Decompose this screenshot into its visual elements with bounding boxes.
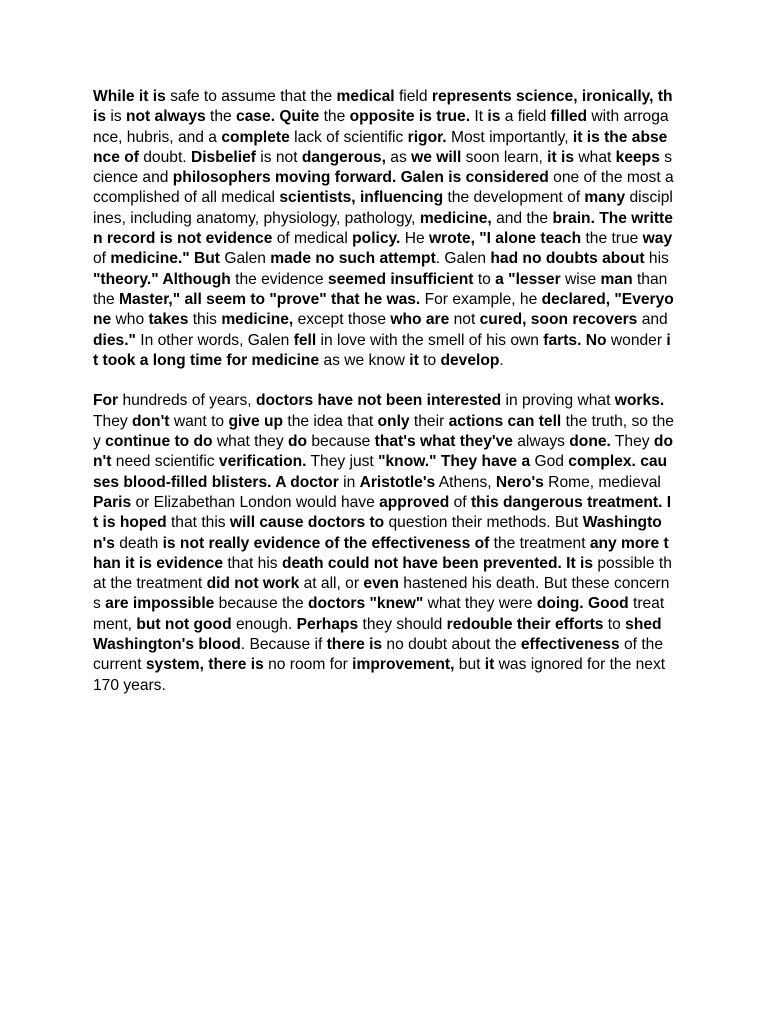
bold-text-run: "theory." Although [93, 270, 231, 288]
text-run: death [114, 534, 163, 552]
bold-text-run: done. [569, 433, 611, 451]
text-run: Galen [219, 250, 271, 268]
text-run: but [454, 656, 485, 674]
bold-text-run: policy. [352, 230, 401, 248]
text-run: always [512, 433, 570, 451]
bold-text-run: any more than it is evidence [93, 534, 669, 572]
bold-text-run: not always [125, 108, 206, 126]
text-run: want to [169, 412, 229, 430]
text-run: soon learn, [461, 148, 548, 166]
bold-text-run: doing. Good [536, 595, 629, 613]
bold-text-run: don't [93, 433, 673, 471]
bold-text-run: do [287, 433, 308, 451]
text-run: no doubt about the [382, 636, 521, 654]
text-run: their [409, 412, 449, 430]
bold-text-run: Paris [93, 493, 132, 511]
bold-text-run: "know." They have a [378, 453, 531, 471]
text-run: the true [581, 230, 643, 248]
text-run: who [111, 311, 149, 329]
text-run: Rome, medieval [543, 473, 661, 491]
bold-text-run: improvement, [352, 656, 455, 674]
text-run: Most importantly, [446, 128, 573, 146]
bold-text-run: had no doubts about [490, 250, 645, 268]
bold-text-run: effectiveness [520, 636, 620, 654]
bold-text-run: that's what they've [374, 433, 513, 451]
bold-text-run: declared, "Everyone [93, 290, 674, 329]
bold-text-run: wrote, "I alone teach [429, 230, 582, 248]
text-run: possible that the treatment [93, 554, 672, 593]
bold-text-run: doctors have not been interested [255, 392, 502, 410]
text-run: safe to assume that the [165, 88, 337, 105]
text-run: at all, or [299, 575, 364, 593]
bold-text-run: but not good [136, 615, 232, 633]
text-run: no room for [263, 656, 353, 674]
text-run: disciplines, including anatomy, physiology, pathology, [93, 189, 673, 227]
bold-text-run: takes [148, 311, 189, 329]
text-run: the [205, 108, 237, 126]
text-run: and the [491, 209, 553, 227]
text-run: hundreds of years, [118, 392, 256, 410]
bold-text-run: redouble their efforts [446, 615, 604, 633]
text-run: field [394, 88, 432, 105]
bold-text-run: scientists, influencing [279, 189, 444, 207]
paragraph-2 [93, 391, 675, 695]
paragraph-1 [93, 87, 675, 371]
bold-text-run: dangerous, [301, 148, 386, 166]
text-run: what they were [423, 595, 537, 613]
bold-text-run: Aristotle's [359, 473, 436, 491]
bold-text-run: continue to do [105, 433, 213, 451]
bold-text-run: rigor. [407, 128, 447, 146]
text-run: a field [500, 108, 551, 126]
bold-text-run: give up [228, 412, 284, 430]
text-run: that this [166, 514, 230, 532]
text-run: . Because if [240, 636, 327, 654]
text-run: in proving what [501, 392, 615, 410]
bold-text-run: develop [440, 351, 500, 369]
bold-text-run: system, there is [145, 656, 264, 674]
text-run: to [418, 351, 441, 369]
bold-text-run: shed Washington's blood [93, 615, 662, 654]
bold-text-run: it [484, 656, 495, 674]
bold-text-run: case. Quite [236, 108, 320, 126]
bold-text-run: it [409, 351, 419, 369]
bold-text-run: cured, soon recovers [479, 311, 638, 329]
bold-text-run: many [584, 189, 626, 207]
text-run: doubt. [138, 148, 191, 166]
text-run: what [574, 148, 616, 166]
text-run: and [637, 311, 668, 329]
text-run: except those [293, 311, 391, 329]
text-run: the development of [443, 189, 585, 207]
bold-text-run: works. [614, 392, 665, 410]
text-run: as [385, 148, 412, 166]
text-run: enough. [231, 615, 297, 633]
bold-text-run: doctors "knew" [307, 595, 424, 613]
text-run: question their methods. But [384, 514, 583, 532]
bold-text-run: death could not have been prevented. It is [281, 554, 594, 572]
text-run: than the [93, 270, 668, 308]
text-run: science and [93, 148, 673, 187]
bold-text-run: filled [550, 108, 588, 126]
text-run: the [319, 108, 350, 126]
bold-text-run: For [93, 392, 119, 410]
text-run: wise [560, 270, 601, 288]
bold-text-run: opposite is true. [349, 108, 471, 126]
text-run: Athens, [435, 473, 496, 491]
bold-text-run: don't [132, 412, 170, 430]
bold-text-run: Washington's [93, 514, 662, 552]
bold-text-run: it took a long time for medicine [93, 331, 671, 369]
text-run: They just [306, 453, 379, 471]
bold-text-run: who are [390, 311, 450, 329]
bold-text-run: it is [547, 148, 575, 166]
bold-text-run: While it is [93, 88, 166, 105]
bold-text-run: approved [379, 493, 450, 511]
text-run: one of the most accomplished of all medical [93, 169, 674, 207]
text-run: that his [223, 554, 282, 572]
bold-text-run: brain. The written record is not evidence [93, 209, 673, 248]
bold-text-run: medicine, [221, 311, 294, 329]
text-run: to [473, 270, 496, 288]
text-run: they should [358, 615, 447, 633]
bold-text-run: is not really evidence of the effectiveness of [162, 534, 490, 552]
text-run: For example, he [420, 290, 542, 308]
text-run: hastened his death. But these concerns [93, 575, 670, 613]
bold-text-run: dies." [93, 331, 136, 349]
text-run: of [93, 250, 111, 268]
bold-text-run: it is the absence of [93, 128, 668, 166]
bold-text-run: medicine, [419, 209, 492, 227]
bold-text-run: this dangerous treatment. It is hoped [93, 493, 672, 532]
text-run: It [470, 108, 488, 126]
text-run: or Elizabethan London would have [131, 493, 380, 511]
text-run: not [449, 311, 480, 329]
bold-text-run: farts. No [543, 331, 607, 349]
text-run: this [188, 311, 222, 329]
text-run: need scientific [111, 453, 219, 471]
bold-text-run: did not work [206, 575, 300, 593]
text-run: lack of scientific [289, 128, 408, 146]
text-run: . [499, 351, 504, 369]
bold-text-run: is [487, 108, 501, 126]
bold-text-run: keeps [615, 148, 660, 166]
text-run: is not [255, 148, 302, 166]
bold-text-run: actions can tell [448, 412, 562, 430]
bold-text-run: man [600, 270, 633, 288]
text-run: wonder [606, 331, 667, 349]
bold-text-run: only [377, 412, 410, 430]
text-run: They [610, 433, 654, 451]
bold-text-run: made no such attempt [270, 250, 436, 268]
bold-text-run: Disbelief [190, 148, 256, 166]
bold-text-run: way [642, 230, 673, 248]
text-run: . Galen [435, 250, 491, 268]
bold-text-run: Master," all seem to "prove" that he was. [119, 290, 421, 308]
text-run: is [106, 108, 126, 126]
bold-text-run: philosophers moving forward. Galen is considered [172, 169, 549, 187]
text-run: was ignored for the next 170 years. [93, 656, 666, 694]
text-run: to [603, 615, 626, 633]
bold-text-run: are impossible [105, 595, 215, 613]
text-run: because the [214, 595, 308, 613]
text-run: In other words, Galen [135, 331, 294, 349]
text-run: of the current [93, 636, 664, 674]
text-run: as we know [319, 351, 410, 369]
text-run: the treatment [489, 534, 590, 552]
text-run: the evidence [230, 270, 328, 288]
bold-text-run: even [363, 575, 399, 593]
bold-text-run: a "lesser [495, 270, 561, 288]
bold-text-run: seemed insufficient [327, 270, 474, 288]
text-run: They [93, 412, 132, 430]
text-run: of [449, 493, 471, 511]
text-run: in [338, 473, 360, 491]
bold-text-run: medical [336, 88, 395, 105]
text-run: of medical [272, 230, 353, 248]
bold-text-run: verification. [218, 453, 307, 471]
bold-text-run: Nero's [495, 473, 544, 491]
text-run: because [307, 433, 375, 451]
text-run: his [644, 250, 669, 268]
bold-text-run: Perhaps [296, 615, 359, 633]
text-run: in love with the smell of his own [316, 331, 544, 349]
bold-text-run: represents science, ironically, this [93, 88, 673, 126]
bold-text-run: complex. causes blood-filled blisters. A doctor [93, 453, 668, 491]
text-run: God [530, 453, 569, 471]
text-run: with arrogance, hubris, and a [93, 108, 669, 146]
bold-text-run: will cause doctors to [229, 514, 385, 532]
text-run: what they [212, 433, 288, 451]
bold-text-run: complete [221, 128, 290, 146]
document-body [93, 87, 675, 696]
text-run: the idea that [283, 412, 378, 430]
bold-text-run: fell [293, 331, 317, 349]
text-run: treatment, [93, 595, 665, 633]
text-run: the truth, so they [93, 412, 674, 451]
bold-text-run: we will [411, 148, 462, 166]
bold-text-run: there is [326, 636, 383, 654]
bold-text-run: medicine." But [110, 250, 220, 268]
text-run: He [400, 230, 429, 248]
